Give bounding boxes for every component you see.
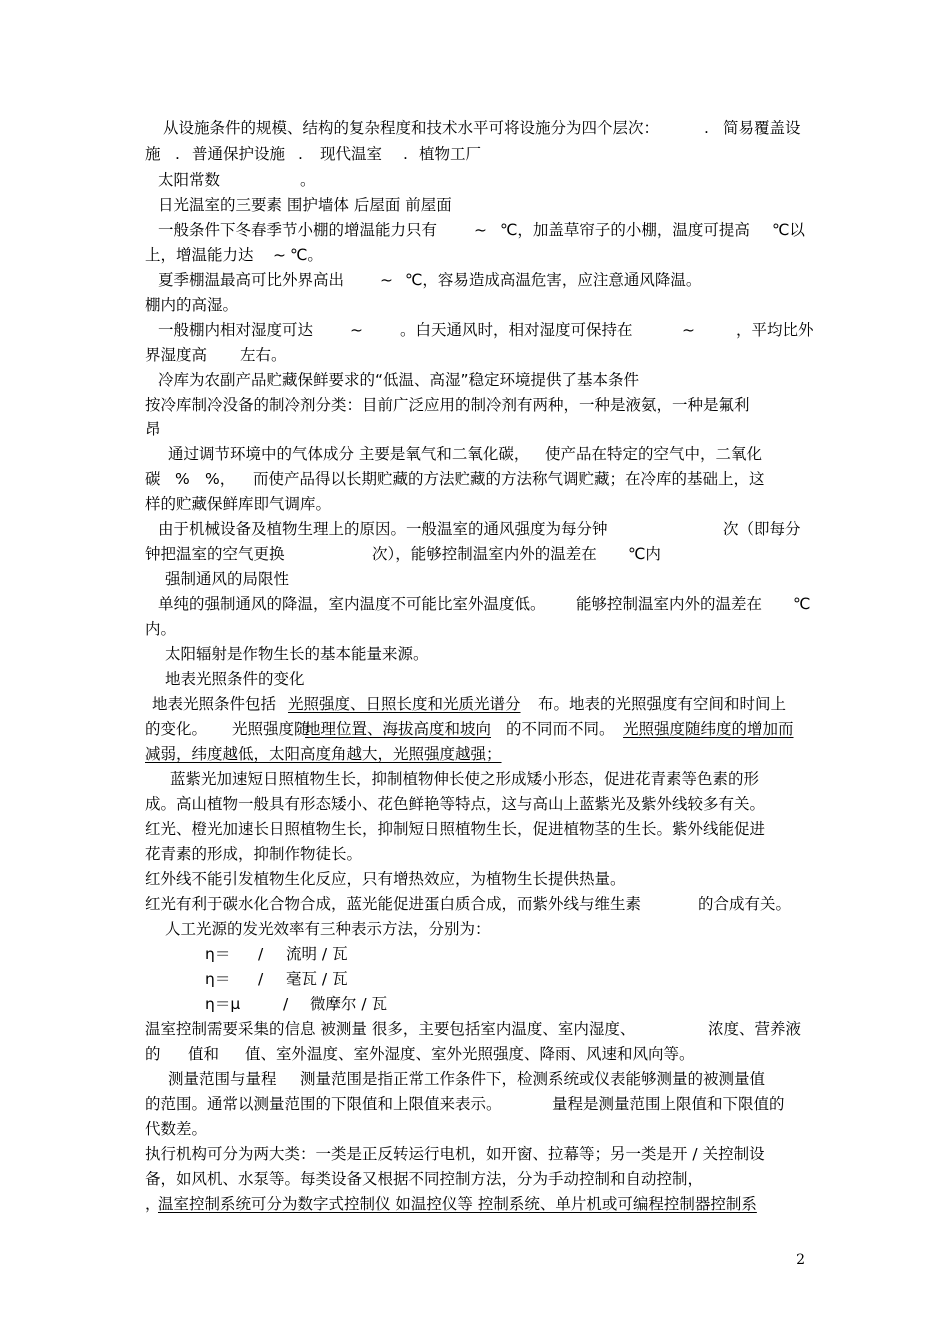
text-segment: 太阳常数 — [158, 171, 221, 189]
text-segment: 成。高山植物一般具有形态矮小、花色鲜艳等特点，这与高山上蓝紫光及紫外线较多有关。 — [145, 795, 766, 813]
text-segment: 。 — [300, 171, 316, 189]
text-line — [0, 192, 950, 218]
underlined-text: 光照强度随纬度的增加而 — [623, 720, 794, 738]
text-line — [0, 791, 950, 817]
text-segment: 温室控制需要采集的信息 被测量 很多，主要包括室内温度、室内湿度、 — [145, 1020, 636, 1038]
text-segment: 内。 — [145, 620, 177, 638]
text-line — [0, 616, 950, 642]
text-line — [0, 217, 950, 243]
text-line — [0, 416, 950, 442]
text-segment: 地表光照条件的变化 — [165, 670, 305, 688]
text-segment: 的变化。 — [145, 720, 208, 738]
text-segment: 强制通风的局限性 — [165, 570, 290, 588]
text-line — [0, 891, 950, 917]
text-line — [0, 766, 950, 792]
text-line — [0, 516, 950, 542]
text-segment: 。白天通风时，相对湿度可保持在 — [400, 321, 633, 339]
text-line — [0, 167, 950, 193]
text-segment: ， — [145, 1195, 161, 1213]
text-segment: 一般棚内相对湿度可达 — [158, 321, 314, 339]
text-segment: 的 — [145, 1045, 161, 1063]
text-segment: / — [258, 970, 264, 988]
text-segment: ，平均比外 — [736, 321, 814, 339]
text-line — [0, 566, 950, 592]
text-segment: 量程是测量范围上限值和下限值的 — [552, 1095, 785, 1113]
text-line — [0, 716, 950, 742]
text-line — [0, 1016, 950, 1042]
text-segment: ℃。 — [290, 246, 323, 264]
text-segment: 按冷库制冷没备的制冷剂分类：目前广泛应用的制冷剂有两种，一种是液氨，一种是氟利 — [145, 396, 750, 414]
text-segment: ℃，容易造成高温危害，应注意通风降温。 — [405, 271, 702, 289]
text-segment: 代数差。 — [145, 1120, 208, 1138]
text-segment: 的合成有关。 — [698, 895, 792, 913]
text-line — [0, 1066, 950, 1092]
text-line — [0, 1166, 950, 1192]
text-segment: 花青素的形成，抑制作物徒长。 — [145, 845, 363, 863]
text-segment: . — [298, 145, 303, 163]
text-segment: 太阳辐射是作物生长的基本能量来源。 — [165, 645, 429, 663]
text-line — [0, 741, 950, 767]
text-line — [0, 866, 950, 892]
text-segment: 能够控制温室内外的温差在 — [576, 595, 763, 613]
text-segment: ~ — [273, 246, 286, 264]
text-segment: 昂 — [145, 420, 161, 438]
text-segment: 现代温室 — [320, 145, 383, 163]
text-segment: ~ — [682, 321, 695, 339]
text-line — [0, 1141, 950, 1167]
text-segment: 测量范围是指正常工作条件下，检测系统或仪表能够测量的被测量值 — [300, 1070, 766, 1088]
text-line — [0, 1191, 950, 1217]
text-segment: η＝ — [205, 970, 231, 988]
text-line — [0, 691, 950, 717]
text-segment: 简易覆盖设 — [723, 119, 801, 137]
text-segment: ℃以 — [772, 221, 805, 239]
text-line — [0, 392, 950, 418]
text-segment: ~ — [474, 221, 487, 239]
text-segment: 钟把温室的空气更换 — [145, 545, 285, 563]
text-segment: 布。地表的光照强度有空间和时间上 — [538, 695, 787, 713]
text-line — [0, 916, 950, 942]
page-number: 2 — [796, 1252, 805, 1268]
text-line — [0, 466, 950, 492]
text-segment: 地表光照条件包括 — [152, 695, 277, 713]
text-segment: / — [283, 995, 289, 1013]
text-segment: 左右。 — [240, 346, 287, 364]
text-line — [0, 367, 950, 393]
text-segment: 使产品在特定的空气中，二氧化 — [545, 445, 763, 463]
underlined-text: 减弱，纬度越低，太阳高度角越大，光照强度越强； — [145, 745, 502, 763]
text-segment: ~ — [350, 321, 363, 339]
text-segment: 测量范围与量程 — [168, 1070, 277, 1088]
text-segment: . — [704, 119, 709, 137]
text-line — [0, 966, 950, 992]
text-segment: 通过调节环境中的气体成分 主要是氧气和二氧化碳， — [168, 445, 530, 463]
text-segment: 的范围。通常以测量范围的下限值和上限值来表示。 — [145, 1095, 502, 1113]
text-segment: 样的贮藏保鲜库即气调库。 — [145, 495, 332, 513]
text-segment: η＝ — [205, 945, 231, 963]
text-line — [0, 115, 950, 141]
text-segment: 蓝紫光加速短日照植物生长，抑制植物伸长使之形成矮小形态，促进花青素等色素的形 — [170, 770, 760, 788]
text-line — [0, 816, 950, 842]
text-line — [0, 1091, 950, 1117]
text-segment: 而使产品得以长期贮藏的方法贮藏的方法称气调贮藏；在冷库的基础上，这 — [253, 470, 765, 488]
text-segment: 执行机构可分为两大类：一类是正反转运行电机，如开窗、拉幕等；另一类是开 / 关控制设 — [145, 1145, 765, 1163]
text-segment: 红外线不能引发植物生化反应，只有增热效应，为植物生长提供热量。 — [145, 870, 626, 888]
text-line — [0, 1041, 950, 1067]
text-segment: % — [175, 470, 190, 488]
text-segment: 毫瓦 / 瓦 — [286, 970, 348, 988]
text-segment: 红光、橙光加速长日照植物生长，抑制短日照植物生长，促进植物茎的生长。紫外线能促进 — [145, 820, 766, 838]
text-line — [0, 441, 950, 467]
text-segment: 红光有利于碳水化合物合成，蓝光能促进蛋白质合成，而紫外线与维生素 — [145, 895, 642, 913]
underlined-text: 光照强度、日照长度和光质光谱分 — [288, 695, 521, 713]
text-line — [0, 991, 950, 1017]
text-segment: 值、室外温度、室外湿度、室外光照强度、降雨、风速和风向等。 — [245, 1045, 695, 1063]
text-segment: 碳 — [145, 470, 161, 488]
text-line — [0, 541, 950, 567]
text-segment: 次（即每分 — [723, 520, 801, 538]
text-segment: 备，如风机、水泵等。每类设备又根据不同控制方法，分为手动控制和自动控制， — [145, 1170, 704, 1188]
text-segment: 施 — [145, 145, 161, 163]
text-line — [0, 491, 950, 517]
text-segment: 由于机械设备及植物生理上的原因。一般温室的通风强度为每分钟 — [158, 520, 608, 538]
text-segment: η＝μ — [205, 995, 241, 1013]
text-segment: ℃ — [793, 595, 811, 613]
text-segment: ℃内 — [628, 545, 661, 563]
text-segment: 浓度、营养液 — [708, 1020, 802, 1038]
text-segment: %， — [205, 470, 236, 488]
text-segment: . — [175, 145, 180, 163]
text-segment: 棚内的高湿。 — [145, 296, 239, 314]
text-segment: 流明 / 瓦 — [286, 945, 348, 963]
text-line — [0, 641, 950, 667]
underlined-text: 地理位置、海拔高度和坡向 — [305, 720, 492, 738]
text-line — [0, 242, 950, 268]
text-segment: ℃，加盖草帘子的小棚，温度可提高 — [500, 221, 750, 239]
text-segment: 夏季棚温最高可比外界高出 — [158, 271, 345, 289]
text-segment: 光照强度随 — [232, 720, 310, 738]
text-line — [0, 1116, 950, 1142]
underlined-text: 温室控制系统可分为数字式控制仪 如温控仪等 控制系统、单片机或可编程控制器控制系 — [158, 1195, 757, 1213]
text-segment: 植物工厂 — [419, 145, 482, 163]
text-segment: 次），能够控制温室内外的温差在 — [372, 545, 597, 563]
text-segment: ~ — [380, 271, 393, 289]
text-line — [0, 141, 950, 167]
text-line — [0, 841, 950, 867]
text-segment: . — [403, 145, 408, 163]
text-segment: 单纯的强制通风的降温，室内温度不可能比室外温度低。 — [158, 595, 546, 613]
text-segment: 从设施条件的规模、结构的复杂程度和技术水平可将设施分为四个层次： — [163, 119, 660, 137]
text-line — [0, 941, 950, 967]
text-segment: 界湿度高 — [145, 346, 208, 364]
text-line — [0, 666, 950, 692]
text-segment: 上，增温能力达 — [145, 246, 254, 264]
text-segment: 冷库为农副产品贮藏保鲜要求的“低温、高湿”稳定环境提供了基本条件 — [158, 371, 640, 389]
text-segment: 人工光源的发光效率有三种表示方法，分别为： — [165, 920, 491, 938]
text-line — [0, 292, 950, 318]
text-segment: 微摩尔 / 瓦 — [310, 995, 388, 1013]
text-segment: / — [258, 945, 264, 963]
text-line — [0, 317, 950, 343]
text-segment: 值和 — [188, 1045, 220, 1063]
text-segment: 日光温室的三要素 围护墙体 后屋面 前屋面 — [158, 196, 452, 214]
text-segment: 的不同而不同。 — [506, 720, 615, 738]
text-line — [0, 267, 950, 293]
text-line — [0, 591, 950, 617]
text-segment: 一般条件下冬春季节小棚的增温能力只有 — [158, 221, 438, 239]
text-segment: 普通保护设施 — [192, 145, 286, 163]
text-line — [0, 342, 950, 368]
